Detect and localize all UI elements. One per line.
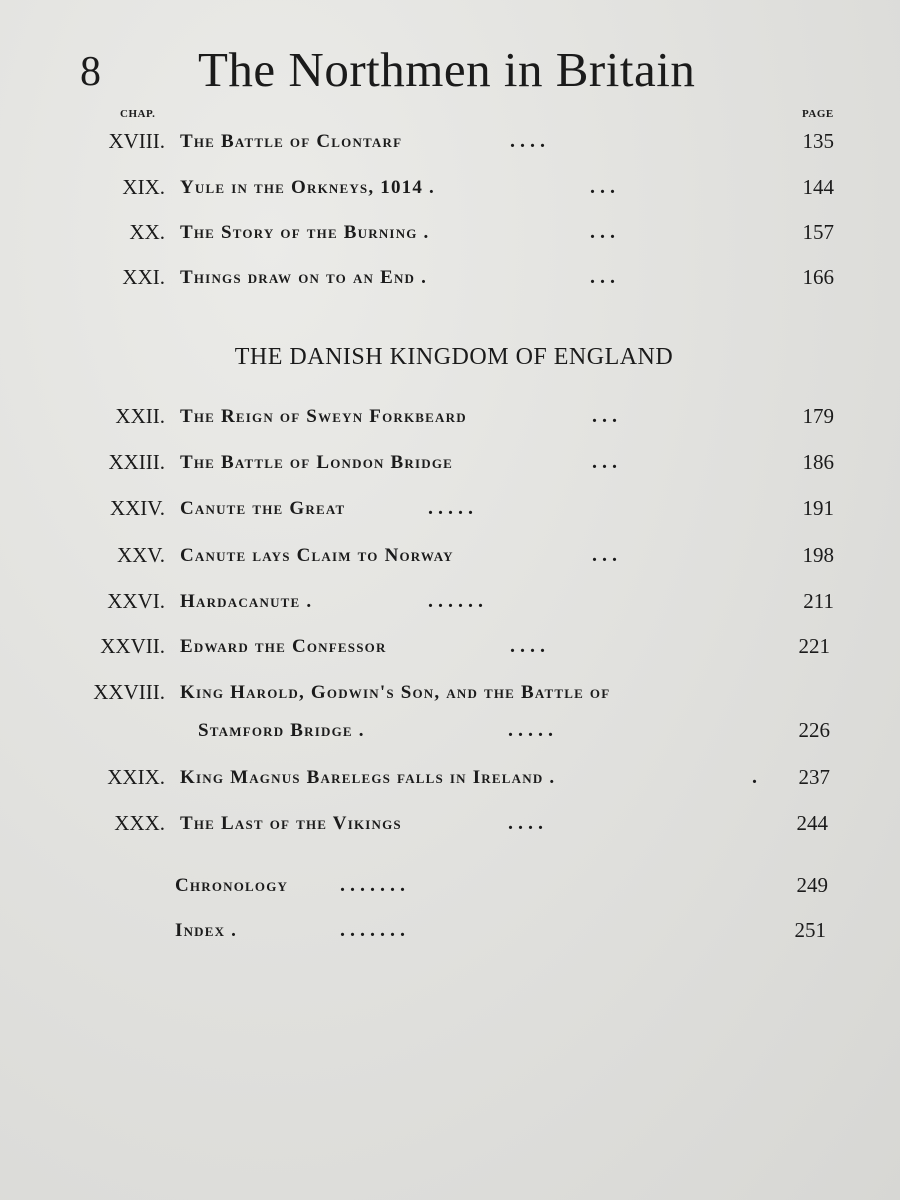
page-ref: 144 <box>802 175 834 199</box>
chapter-title: The Story of the Burning . <box>180 222 430 243</box>
chapter-number: XXVII. <box>100 634 165 658</box>
chapter-title: Canute the Great <box>180 498 346 519</box>
dot-leader: . . . <box>592 405 617 427</box>
chapter-title: Yule in the Orkneys, 1014 . <box>180 177 435 198</box>
page-number: 8 <box>80 49 101 95</box>
toc-entry <box>0 762 900 796</box>
page-ref: 135 <box>802 129 834 153</box>
toc-entry <box>0 586 900 620</box>
section-heading: THE DANISH KINGDOM OF ENGLAND <box>234 344 674 370</box>
chapter-title: King Harold, Godwin's Son, and the Battle of <box>180 682 611 703</box>
page-ref: 166 <box>802 265 834 289</box>
chapter-number: XXII. <box>115 404 165 428</box>
toc-entry <box>0 401 900 435</box>
chapter-title: Canute lays Claim to Norway <box>180 545 454 566</box>
dot-leader: . . . . . <box>508 719 553 741</box>
page-ref: 186 <box>802 450 834 474</box>
chapter-title: The Battle of Clontarf <box>180 131 403 152</box>
chapter-number: XXVIII. <box>93 680 165 704</box>
chapter-number: XXX. <box>114 811 165 835</box>
dot-leader: . . . <box>592 544 617 566</box>
chapter-number: XIX. <box>122 175 165 199</box>
page-ref: 249 <box>796 873 828 897</box>
page-ref: 251 <box>794 918 826 942</box>
dot-leader: . . . . . . <box>428 590 483 612</box>
toc-entry-back-matter <box>0 915 900 949</box>
chapter-title: Edward the Confessor <box>180 636 387 657</box>
toc-entry <box>0 540 900 574</box>
chapter-title: The Battle of London Bridge <box>180 452 454 473</box>
toc-entry <box>0 631 900 665</box>
toc-entry <box>0 262 900 296</box>
dot-leader: . . . . . <box>428 497 473 519</box>
chapter-number: XXIX. <box>107 765 165 789</box>
page-ref: 157 <box>802 220 834 244</box>
page-ref: 226 <box>798 718 830 742</box>
dot-leader: . . . . <box>508 812 543 834</box>
toc-entry <box>0 126 900 160</box>
chapter-title: The Reign of Sweyn Forkbeard <box>180 406 467 427</box>
toc-entry-back-matter <box>0 870 900 904</box>
page-column-label: PAGE <box>802 108 834 120</box>
chapter-number: XVIII. <box>108 129 165 153</box>
chap-column-label: CHAP. <box>120 108 156 120</box>
chapter-number: XXV. <box>116 543 165 567</box>
page-ref: 198 <box>802 543 834 567</box>
chapter-number: XX. <box>129 220 165 244</box>
chapter-title: The Last of the Vikings <box>180 813 402 834</box>
chapter-title: Stamford Bridge . <box>198 720 365 741</box>
page-ref: 244 <box>796 811 828 835</box>
chapter-number: XXI. <box>122 265 165 289</box>
dot-leader: . . . <box>590 176 615 198</box>
chapter-number: XXVI. <box>107 589 165 613</box>
chapter-title: Things draw on to an End . <box>180 267 428 288</box>
toc-entry <box>0 493 900 527</box>
running-head: The Northmen in Britain <box>198 42 696 97</box>
page-ref: 211 <box>803 589 834 613</box>
dot-leader: . <box>752 766 757 788</box>
page-ref: 179 <box>802 404 834 428</box>
back-matter-title: Chronology <box>175 875 289 896</box>
back-matter-title: Index . <box>175 920 238 941</box>
dot-leader: . . . <box>590 221 615 243</box>
toc-entry-continuation <box>0 715 900 749</box>
dot-leader: . . . . . . . <box>340 874 405 896</box>
toc-entry <box>0 217 900 251</box>
dot-leader: . . . <box>590 266 615 288</box>
toc-entry <box>0 172 900 206</box>
page-ref: 221 <box>798 634 830 658</box>
chapter-number: XXIII. <box>108 450 165 474</box>
dot-leader: . . . . <box>510 635 545 657</box>
chapter-title: King Magnus Barelegs falls in Ireland . <box>180 767 556 788</box>
page-ref: 237 <box>798 765 830 789</box>
toc-entry <box>0 677 900 711</box>
toc-entry <box>0 808 900 842</box>
page-ref: 191 <box>802 496 834 520</box>
dot-leader: . . . . . . . <box>340 919 405 941</box>
toc-entry <box>0 447 900 481</box>
chapter-title: Hardacanute . <box>180 591 313 612</box>
chapter-number: XXIV. <box>109 496 165 520</box>
dot-leader: . . . . <box>510 130 545 152</box>
dot-leader: . . . <box>592 451 617 473</box>
